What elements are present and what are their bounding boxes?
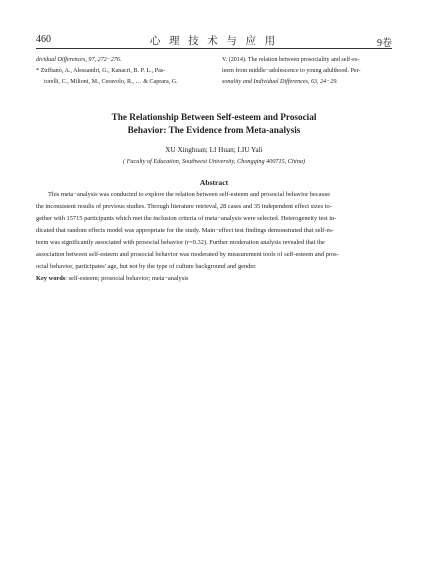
abstract-line: gether with 15715 participants which met the inclusion criteria of meta−analysis were selected. Heterogeneity test in- [36, 215, 337, 222]
keywords-text: : self-esteem; prosocial behavior; meta−analysis [65, 275, 189, 282]
references-right-column [222, 55, 392, 88]
volume-label: 9卷 [377, 38, 392, 49]
abstract-line: dicated that random effects model was appropriate for the study. Main−effect test findings demonstrated that self-es- [36, 227, 334, 234]
abstract-heading: Abstract [199, 178, 229, 187]
header-rule [36, 48, 392, 49]
journal-title: 心 理 技 术 与 应 用 [149, 36, 279, 47]
abstract-body [36, 189, 392, 285]
reference-line: torelli, C., Milioni, M., Ceravolo, R., … & Caprara, G. [44, 79, 178, 85]
reference-line: sonality and Individual Differences, 63, 24−29. [222, 79, 338, 85]
abstract-line: the inconsistent results of previous studies. Through literature retrieval, 28 cases and 35 independent effect sizes to- [36, 203, 332, 210]
authors: XU Xinghuan; LI Huan; LIU Yali [165, 146, 263, 154]
keywords-label: Key words [36, 275, 66, 282]
abstract-line: teem was significantly associated with prosocial behavior (r=0.32). Further moderation analysis revealed that the [36, 239, 325, 246]
reference-line: teem from middle−adolescence to young adulthood. Per- [222, 68, 361, 74]
paper-title-line-1: The Relationship Between Self-esteem and Prosocial [111, 112, 317, 122]
running-header [36, 32, 392, 48]
abstract-line: ocial behavior, participates' age, but not by the type of culture background and gender. [36, 263, 257, 270]
reference-line: dividual Differences, 97, 272−276. [36, 57, 122, 63]
affiliation: ( Faculty of Education, Southwest University, Chongqing 400715, China) [123, 158, 305, 165]
reference-line: * Zuffianò, A., Alessandri, G., Kanacri, B. P. L., Pas- [36, 68, 166, 74]
abstract-line: This meta−analysis was conducted to explore the relation between self-esteem and prosocial behavior because [48, 191, 331, 198]
abstract-line: association between self-esteem and prosocial behavior was moderated by measurement tools of self-esteem and pros- [36, 251, 339, 258]
paper-title-line-2: Behavior: The Evidence from Meta-analysis [127, 125, 301, 135]
page-number: 460 [36, 34, 51, 45]
keywords-line [36, 273, 392, 285]
references-left-column [36, 55, 208, 88]
reference-line: V. (2014). The relation between prosociality and self-es- [222, 57, 360, 63]
